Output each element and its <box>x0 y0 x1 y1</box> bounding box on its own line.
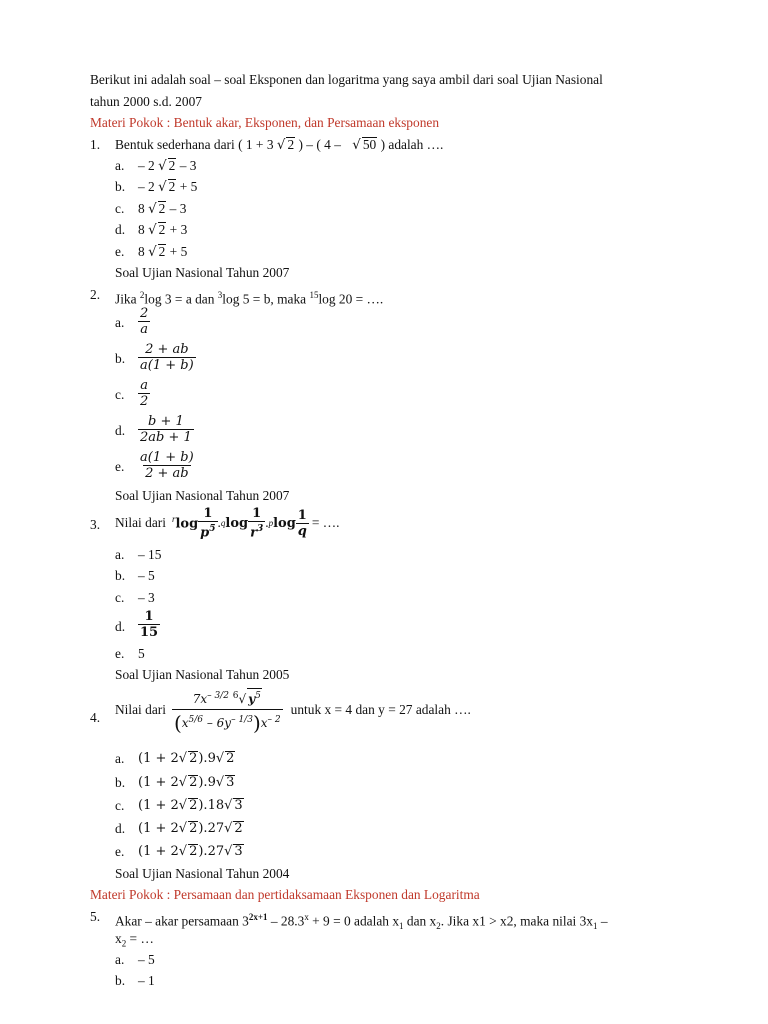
q1-text: Bentuk sederhana dari ( 1 + 3 √ 2 ) – ( 4 – √ 50 ) adalah …. <box>115 137 444 153</box>
q4-option-a-label: a. <box>115 751 125 766</box>
q1-option-e-label: e. <box>115 244 125 259</box>
q5-option-b-label: b. <box>115 973 126 988</box>
q2-option-a: $\frac{2}{a}$ <box>140 306 149 337</box>
q4-option-e: (1 + 2√ 2).27√ 3 <box>138 844 243 859</box>
q4-text: Nilai dari $\frac{7x^{- 3/2} ^6√ y^5}{(x^{5/6} - 6y^{- 1/3})x^{- 2}}$ untuk x = 4 dan y = 27 adalah …. <box>115 688 471 731</box>
q5-text-continued: $x_2$ = … <box>115 931 154 949</box>
q2-option-c-label: c. <box>115 387 125 402</box>
q3-text: Nilai dari $^r$log $\frac{1}{p^5}$ . q log $\frac{1}{r^3}$ . p log $\frac{1}{q}$ = …. <box>115 506 340 541</box>
q5-option-a: – 5 <box>138 952 155 967</box>
q1-option-d: 8 √ 2 + 3 <box>138 222 188 238</box>
q3-option-e: 5 <box>138 646 145 661</box>
q3-source: Soal Ujian Nasional Tahun 2005 <box>115 667 290 682</box>
q1-option-a-label: a. <box>115 158 125 173</box>
q3-option-d-label: d. <box>115 619 126 634</box>
q1-source: Soal Ujian Nasional Tahun 2007 <box>115 265 290 280</box>
section-heading-2: Materi Pokok : Persamaan dan pertidaksamaan Eksponen dan Logaritma <box>90 887 480 902</box>
q2-option-d: $\frac{b + 1}{2ab + 1}$ <box>140 414 192 445</box>
q1-option-b-label: b. <box>115 179 126 194</box>
q2-option-b-label: b. <box>115 351 126 366</box>
q4-option-d-label: d. <box>115 821 126 836</box>
q1-number: 1. <box>90 137 101 152</box>
q4-option-b-label: b. <box>115 775 126 790</box>
q1-option-c: 8 √ 2 – 3 <box>138 201 187 217</box>
q3-number: 3. <box>90 517 101 532</box>
q5-number: 5. <box>90 909 101 924</box>
section-heading-1: Materi Pokok : Bentuk akar, Eksponen, dan Persamaan eksponen <box>90 115 440 130</box>
intro-line-1: Berikut ini adalah soal – soal Eksponen dan logaritma yang saya ambil dari soal Ujian Nasional <box>90 72 603 87</box>
q3-option-d: $\frac{1}{15}$ <box>140 609 159 640</box>
q2-source: Soal Ujian Nasional Tahun 2007 <box>115 488 290 503</box>
q3-option-b: – 5 <box>138 568 155 583</box>
intro-line-2: tahun 2000 s.d. 2007 <box>90 94 202 109</box>
q2-option-b: $\frac{2 + ab}{a(1 + b)}$ <box>140 342 194 373</box>
q3-option-c-label: c. <box>115 590 125 605</box>
q4-number: 4. <box>90 710 101 725</box>
q2-number: 2. <box>90 287 101 302</box>
q4-option-c-label: c. <box>115 798 125 813</box>
q1-option-a: – 2 √ 2 – 3 <box>138 158 197 174</box>
q4-expression: $\frac{7x^{- 3/2} ^6√ y^5}{(x^{5/6} - 6y^{- 1/3})x^{- 2}}$ <box>172 688 283 731</box>
q4-source: Soal Ujian Nasional Tahun 2004 <box>115 866 290 881</box>
q2-option-e: $\frac{a(1 + b)}{2 + ab}$ <box>140 450 194 481</box>
q5-option-a-label: a. <box>115 952 125 967</box>
q4-option-b: (1 + 2√ 2).9√ 3 <box>138 775 235 790</box>
q3-option-a: – 15 <box>138 547 162 562</box>
q3-option-b-label: b. <box>115 568 126 583</box>
q1-option-b: – 2 √ 2 + 5 <box>138 179 198 195</box>
q3-option-c: – 3 <box>138 590 155 605</box>
q1-option-d-label: d. <box>115 222 126 237</box>
q2-option-e-label: e. <box>115 459 125 474</box>
q2-option-a-label: a. <box>115 315 125 330</box>
q1-option-e: 8 √ 2 + 5 <box>138 244 188 260</box>
q4-option-a: (1 + 2√ 2).9√ 2 <box>138 751 235 766</box>
q4-option-c: (1 + 2√ 2).18√ 3 <box>138 798 243 813</box>
q4-option-e-label: e. <box>115 844 125 859</box>
q2-text: Jika $^2$log 3 = a dan $^3$log 5 = b, maka $^{15}$log 20 = …. <box>115 290 384 307</box>
q5-option-b: – 1 <box>138 973 155 988</box>
q1-option-c-label: c. <box>115 201 125 216</box>
q3-option-a-label: a. <box>115 547 125 562</box>
q2-option-d-label: d. <box>115 423 126 438</box>
q4-option-d: (1 + 2√ 2).27√ 2 <box>138 821 243 836</box>
q3-option-e-label: e. <box>115 646 125 661</box>
q2-option-c: $\frac{a}{2}$ <box>140 378 149 409</box>
q5-text: Akar – akar persamaan $3^{2x+1} - 28.3^x + 9 = 0$ adalah $x_1$ dan $x_2$. Jika x1 > x2, maka nilai $3x_1$ – <box>115 912 608 932</box>
